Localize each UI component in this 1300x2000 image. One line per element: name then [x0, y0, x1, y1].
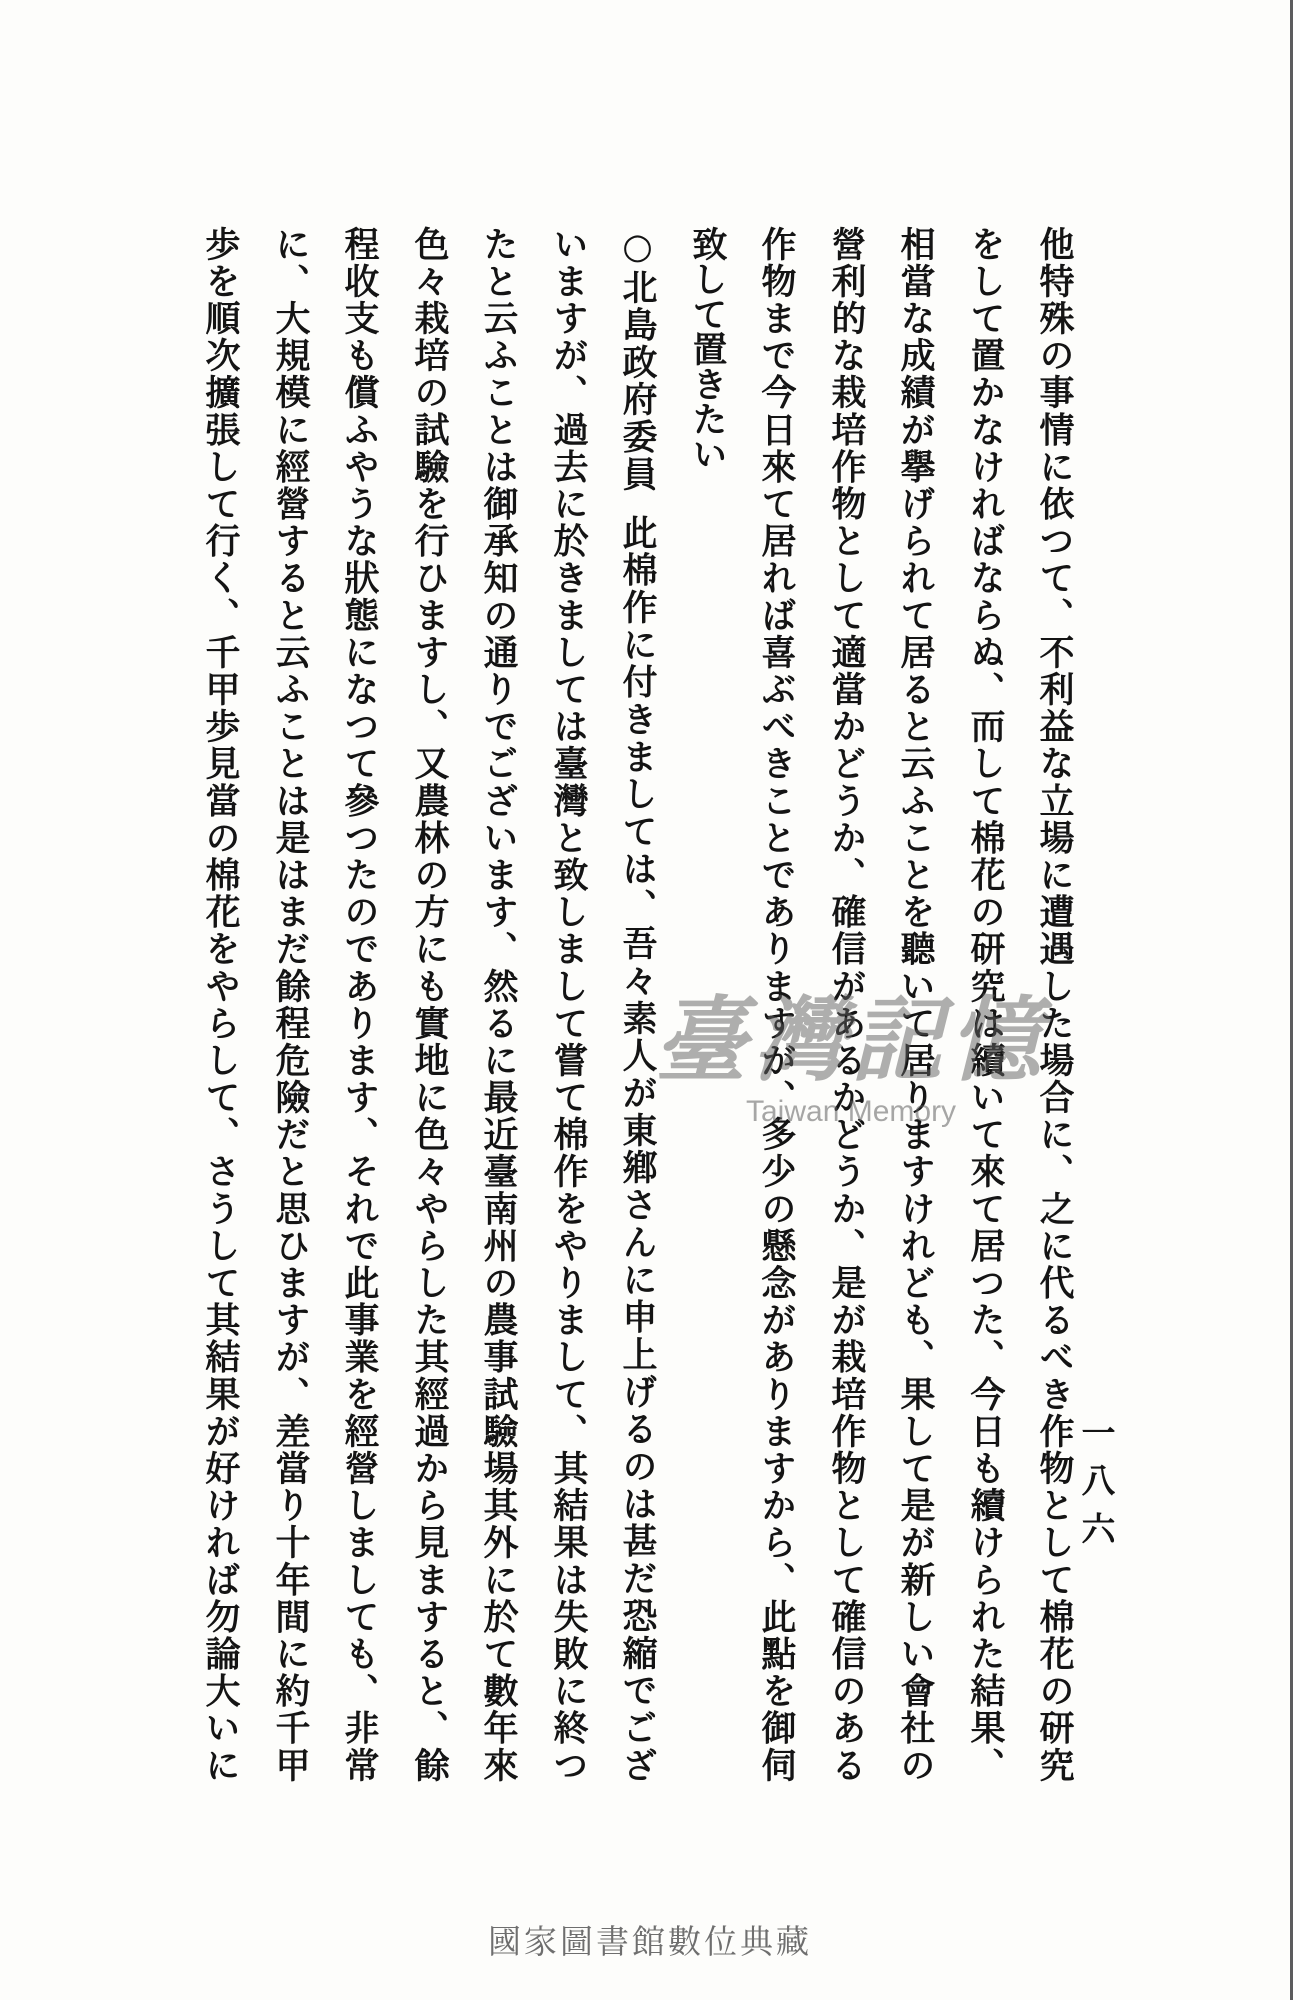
watermark-title: 臺灣記憶	[654, 986, 1047, 1094]
collection-footer: 國家圖書館數位典藏	[488, 1922, 812, 1961]
text-column-11: 程收支も償ふやうな狀態になつて參つたのであります、それで此事業を經營しましても、非常	[339, 226, 380, 1782]
text-column-3: 相當な成績が擧げられて居ると云ふことを聽いて居りますけれども、果して是が新しい會社の	[895, 226, 936, 1782]
text-column-12: に、大規模に經營すると云ふことは是はまだ餘程危險だと思ひますが、差當り十年間に約千甲	[270, 226, 311, 1782]
text-column-13: 歩を順次擴張して行く、千甲歩見當の棉花をやらして、さうして其結果が好ければ勿論大いに	[200, 226, 241, 1782]
text-column-9: たと云ふことは御承知の通りでございます、然るに最近臺南州の農事試驗場其外に於て數年來	[478, 226, 519, 1782]
page-edge	[1290, 0, 1293, 2000]
text-column-1: 他特殊の事情に依つて、不利益な立場に遭遇した場合に、之に代るべき作物として棉花の研究	[1034, 226, 1075, 1782]
text-column-10: 色々栽培の試驗を行ひますし、又農林の方にも實地に色々やらした其經過から見ますると、餘	[409, 226, 450, 1782]
text-column-4: 營利的な栽培作物として適當かどうか、確信があるかどうか、是が栽培作物として確信のある	[826, 226, 867, 1782]
watermark-subtitle: Taiwan Memory	[746, 1095, 957, 1128]
text-column-2: をして置かなければならぬ、而して棉花の研究は續いて來て居つた、今日も續けられた結果、	[965, 226, 1006, 1782]
page-number: 一八六	[1075, 1415, 1115, 1559]
text-column-8: いますが、過去に於きましては臺灣と致しまして嘗て棉作をやりまして、其結果は失敗に終つ	[548, 226, 589, 1782]
speaker-label: ○北島政府委員	[617, 226, 658, 494]
text-column-5: 作物まで今日來て居れば喜ぶべきことでありますが、多少の懸念がありますから、此點を御伺	[756, 226, 797, 1782]
text-column-7	[607, 226, 667, 1782]
text-column-6: 致して置きたい	[687, 226, 728, 471]
speech-text: 此棉作に付きましては、吾々素人が東鄕さんに申上げるのは甚だ恐縮でござ	[617, 514, 658, 1782]
